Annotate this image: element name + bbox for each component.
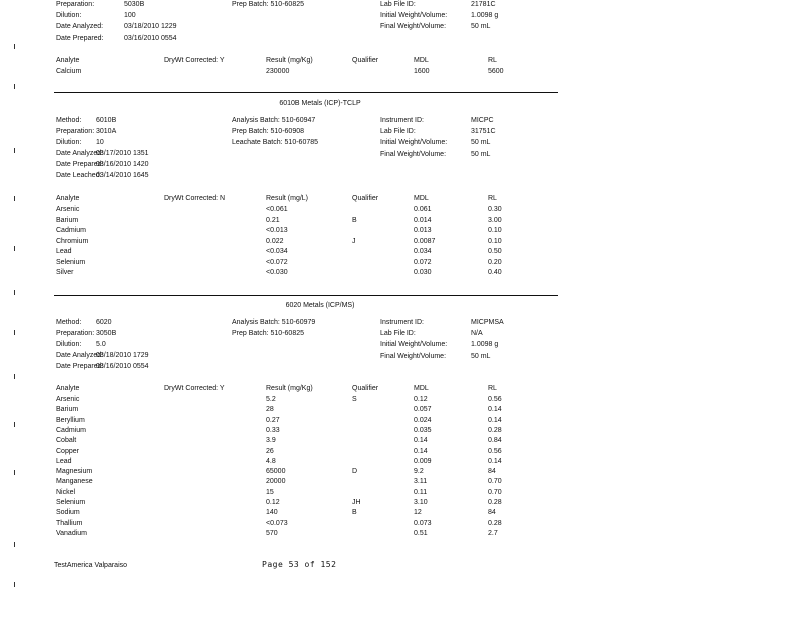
cell-mdl: 0.030 — [414, 269, 432, 276]
cell-mdl: 0.013 — [414, 227, 432, 234]
cell-mdl: 0.0087 — [414, 237, 436, 245]
cell-analyte: Arsenic — [56, 396, 80, 403]
cell-mdl: 9.2 — [414, 468, 424, 476]
cell-result: <0.073 — [266, 519, 288, 527]
prep-batch: Prep Batch: 510-60908 — [232, 128, 304, 135]
cell-result: 3.9 — [266, 437, 276, 445]
cell-mdl: 0.035 — [414, 426, 432, 434]
cell-result: 0.27 — [266, 416, 280, 424]
field-label: Date Analyzed: — [56, 352, 104, 359]
col-header-drywt: DryWt Corrected: Y — [164, 57, 225, 64]
cell-analyte: Silver — [56, 269, 74, 276]
field-label: Method: — [56, 319, 82, 326]
analysis-batch: Analysis Batch: 510-60979 — [232, 319, 316, 326]
cell-mdl: 0.11 — [414, 488, 428, 496]
col-header-qualifier: Qualifier — [352, 195, 379, 202]
cell-qualifier: JH — [352, 499, 361, 506]
col-header-qualifier: Qualifier — [352, 385, 379, 392]
cell-rl: 0.30 — [488, 206, 502, 213]
cell-mdl: 0.009 — [414, 457, 432, 465]
col-header-rl: RL — [488, 385, 497, 392]
field-value: 5030B — [124, 1, 145, 8]
cell-analyte: Thallium — [56, 519, 83, 527]
cell-rl: 0.10 — [488, 237, 502, 245]
cell-mdl: 0.014 — [414, 216, 432, 224]
field-value: 03/16/2010 0554 — [124, 35, 177, 42]
cell-mdl: 0.061 — [414, 206, 432, 213]
cell-mdl: 0.034 — [414, 248, 432, 255]
field-value: 03/14/2010 1645 — [96, 172, 149, 179]
cell-mdl: 0.024 — [414, 416, 432, 424]
col-header-mdl: MDL — [414, 195, 429, 202]
col-header-mdl: MDL — [414, 385, 429, 392]
field-value: 03/17/2010 1351 — [96, 150, 149, 157]
margin-tick — [14, 44, 15, 49]
cell-rl: 0.28 — [488, 426, 502, 434]
cell-rl: 84 — [488, 509, 496, 517]
col-header-drywt: DryWt Corrected: N — [164, 195, 226, 202]
cell-result: <0.061 — [266, 206, 288, 213]
col-header-mdl: MDL — [414, 57, 429, 64]
cell-mdl: 3.11 — [414, 478, 428, 486]
field-value: N/A — [471, 330, 483, 337]
margin-tick — [14, 290, 15, 295]
col-header-result: Result (mg/Kg) — [266, 57, 313, 64]
cell-analyte: Selenium — [56, 499, 86, 506]
analysis-batch: Analysis Batch: 510-60947 — [232, 117, 316, 124]
cell-rl: 3.00 — [488, 216, 502, 224]
cell-rl: 5600 — [488, 68, 504, 75]
field-value: 3010A — [96, 128, 117, 135]
cell-result: 230000 — [266, 68, 290, 75]
cell-analyte: Nickel — [56, 488, 76, 496]
cell-result: 5.2 — [266, 396, 276, 403]
cell-analyte: Cobalt — [56, 437, 77, 445]
cell-result: 15 — [266, 488, 274, 496]
cell-result: <0.013 — [266, 227, 288, 234]
col-header-drywt: DryWt Corrected: Y — [164, 385, 225, 392]
col-header-analyte: Analyte — [56, 57, 80, 64]
field-value: 6020 — [96, 319, 112, 326]
cell-result: 65000 — [266, 468, 286, 476]
field-label: Method: — [56, 117, 82, 124]
field-value: 31751C — [471, 128, 496, 135]
field-value: 5.0 — [96, 341, 106, 348]
cell-rl: 0.56 — [488, 396, 502, 403]
field-value: 50 mL — [471, 23, 491, 30]
section-title: 6020 Metals (ICP/MS) — [285, 302, 355, 309]
cell-rl: 0.56 — [488, 447, 502, 455]
cell-analyte: Magnesium — [56, 468, 93, 476]
col-header-analyte: Analyte — [56, 195, 80, 202]
cell-analyte: Beryllium — [56, 416, 85, 424]
margin-tick — [14, 246, 15, 251]
field-value: 03/16/2010 0554 — [96, 363, 149, 370]
cell-analyte: Calcium — [56, 68, 82, 75]
cell-rl: 84 — [488, 468, 496, 476]
cell-mdl: 0.14 — [414, 437, 428, 445]
cell-mdl: 0.073 — [414, 519, 432, 527]
field-value: 1.0098 g — [471, 341, 499, 348]
cell-analyte: Barium — [56, 216, 79, 224]
cell-result: 0.022 — [266, 237, 284, 245]
cell-mdl: 3.10 — [414, 499, 428, 506]
cell-result: 28 — [266, 406, 274, 414]
page-number: Page 53 of 152 — [262, 560, 337, 569]
margin-tick — [14, 422, 15, 427]
cell-analyte: Lead — [56, 457, 72, 465]
cell-analyte: Lead — [56, 248, 72, 255]
cell-result: 0.21 — [266, 216, 280, 224]
cell-result: 4.8 — [266, 457, 276, 465]
col-header-analyte: Analyte — [56, 385, 80, 392]
field-label: Lab File ID: — [380, 128, 416, 135]
cell-result: 0.33 — [266, 426, 280, 434]
field-label: Instrument ID: — [380, 319, 424, 326]
cell-mdl: 0.14 — [414, 447, 428, 455]
field-value: 3050B — [96, 330, 117, 337]
field-label: Dilution: — [56, 12, 82, 19]
cell-result: 570 — [266, 529, 278, 537]
field-label: Dilution: — [56, 341, 82, 348]
cell-rl: 0.28 — [488, 499, 502, 506]
cell-qualifier: B — [352, 216, 357, 224]
section-divider — [54, 295, 558, 296]
field-value: 03/18/2010 1729 — [96, 352, 149, 359]
col-header-rl: RL — [488, 195, 497, 202]
col-header-qualifier: Qualifier — [352, 57, 379, 64]
margin-tick — [14, 542, 15, 547]
section-title: 6010B Metals (ICP)-TCLP — [279, 100, 361, 107]
field-label: Lab File ID: — [380, 330, 416, 337]
cell-rl: 0.28 — [488, 519, 502, 527]
margin-tick — [14, 148, 15, 153]
cell-analyte: Barium — [56, 406, 79, 414]
margin-tick — [14, 582, 15, 587]
cell-rl: 0.14 — [488, 457, 502, 465]
field-value: 03/18/2010 1229 — [124, 23, 177, 30]
cell-result: 140 — [266, 509, 278, 517]
cell-result: 0.12 — [266, 499, 280, 506]
cell-mdl: 12 — [414, 509, 422, 517]
cell-analyte: Manganese — [56, 478, 93, 486]
cell-result: 20000 — [266, 478, 286, 486]
margin-tick — [14, 374, 15, 379]
cell-rl: 0.14 — [488, 416, 502, 424]
section-divider — [54, 92, 558, 93]
cell-rl: 0.84 — [488, 437, 502, 445]
cell-rl: 0.10 — [488, 227, 502, 234]
footer-company: TestAmerica Valparaiso — [54, 562, 128, 569]
cell-mdl: 1600 — [414, 68, 430, 75]
field-label: Instrument ID: — [380, 117, 424, 124]
cell-rl: 0.14 — [488, 406, 502, 414]
field-label: Date Prepared: — [56, 35, 104, 42]
margin-tick — [14, 84, 15, 89]
cell-mdl: 0.51 — [414, 529, 428, 537]
col-header-result: Result (mg/L) — [266, 195, 309, 202]
field-label: Date Analyzed: — [56, 23, 104, 30]
cell-analyte: Cadmium — [56, 227, 86, 234]
cell-analyte: Selenium — [56, 258, 86, 266]
cell-rl: 0.20 — [488, 258, 502, 266]
field-label: Initial Weight/Volume: — [380, 12, 448, 19]
leachate-batch: Leachate Batch: 510-60785 — [232, 139, 319, 146]
cell-qualifier: J — [352, 237, 356, 245]
field-label: Preparation: — [56, 1, 95, 8]
field-value: 1.0098 g — [471, 12, 499, 19]
col-header-result: Result (mg/Kg) — [266, 385, 313, 392]
field-label: Date Prepared: — [56, 363, 104, 370]
cell-qualifier: S — [352, 396, 357, 403]
cell-analyte: Chromium — [56, 237, 89, 245]
cell-qualifier: D — [352, 468, 358, 476]
margin-tick — [14, 470, 15, 475]
field-value: 03/16/2010 1420 — [96, 161, 149, 168]
field-label: Preparation: — [56, 330, 95, 337]
field-label: Initial Weight/Volume: — [380, 341, 448, 348]
cell-mdl: 0.12 — [414, 396, 428, 403]
cell-rl: 0.70 — [488, 478, 502, 486]
field-value: 6010B — [96, 117, 117, 124]
field-value: 100 — [124, 12, 136, 19]
field-value: 50 mL — [471, 353, 491, 360]
field-label: Lab File ID: — [380, 1, 416, 8]
field-value: MICPC — [471, 117, 494, 124]
cell-analyte: Sodium — [56, 509, 80, 517]
field-value: MICPMSA — [471, 319, 504, 326]
field-value: 50 mL — [471, 139, 491, 146]
field-label: Final Weight/Volume: — [380, 151, 447, 158]
cell-result: <0.034 — [266, 248, 288, 255]
cell-mdl: 0.057 — [414, 406, 432, 414]
cell-result: <0.072 — [266, 258, 288, 266]
field-value: 21781C — [471, 1, 496, 8]
field-value: 10 — [96, 139, 104, 146]
cell-result: <0.030 — [266, 269, 288, 276]
cell-rl: 0.40 — [488, 269, 502, 276]
cell-result: 26 — [266, 447, 274, 455]
cell-rl: 2.7 — [488, 529, 498, 537]
col-header-rl: RL — [488, 57, 497, 64]
cell-rl: 0.70 — [488, 488, 502, 496]
margin-tick — [14, 330, 15, 335]
field-label: Date Analyzed: — [56, 150, 104, 157]
field-label: Dilution: — [56, 139, 82, 146]
margin-tick — [14, 196, 15, 201]
field-label: Initial Weight/Volume: — [380, 139, 448, 146]
prep-batch: Prep Batch: 510-60825 — [232, 330, 304, 337]
cell-analyte: Copper — [56, 447, 79, 455]
prep-batch: Prep Batch: 510-60825 — [232, 1, 304, 8]
cell-qualifier: B — [352, 509, 357, 517]
field-value: 50 mL — [471, 151, 491, 158]
cell-analyte: Vanadium — [56, 529, 88, 537]
cell-analyte: Cadmium — [56, 426, 86, 434]
field-label: Final Weight/Volume: — [380, 23, 447, 30]
cell-analyte: Arsenic — [56, 206, 80, 213]
field-label: Preparation: — [56, 128, 95, 135]
cell-rl: 0.50 — [488, 248, 502, 255]
field-label: Final Weight/Volume: — [380, 353, 447, 360]
cell-mdl: 0.072 — [414, 258, 432, 266]
field-label: Date Leached: — [56, 172, 102, 179]
field-label: Date Prepared: — [56, 161, 104, 168]
